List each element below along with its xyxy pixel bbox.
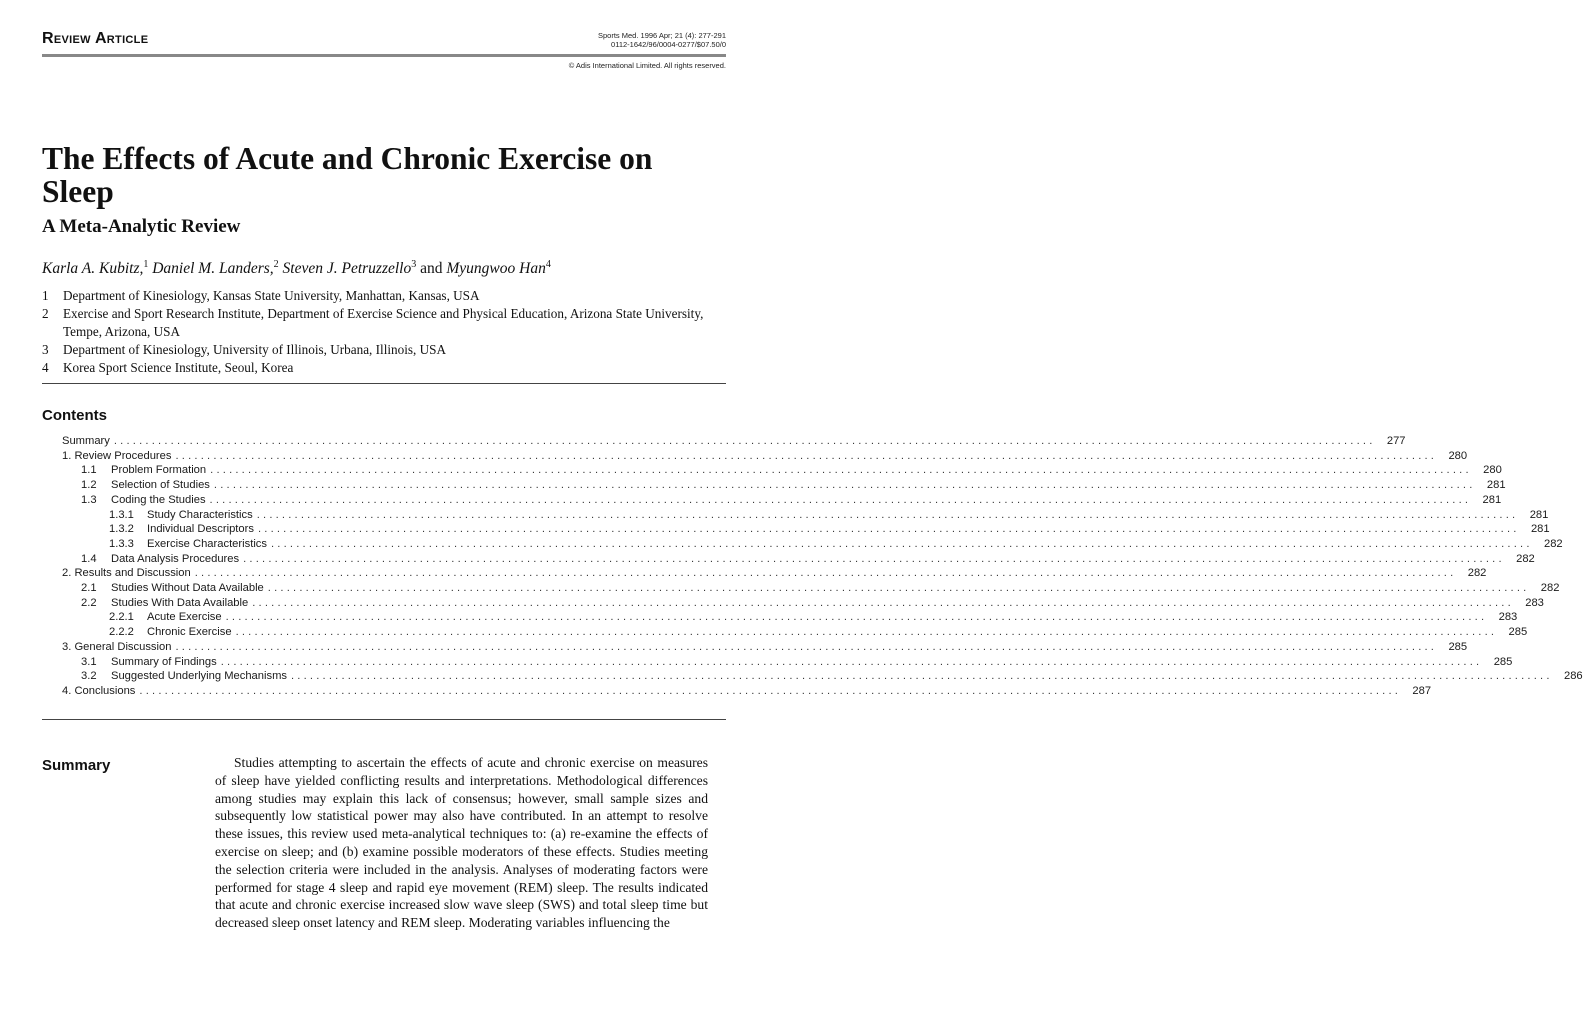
citation-line-2: 0112-1642/96/0004-0277/$07.50/0: [611, 40, 726, 49]
toc-leader-dots: ........................................................................................................................................................................................................: [256, 508, 1519, 521]
toc-entry-number: 1.1: [81, 464, 97, 477]
author-name: Steven J. Petruzzello: [282, 260, 412, 278]
affiliation-item: [42, 287, 732, 305]
toc-entry: [62, 655, 1513, 670]
affiliation-list: [42, 287, 732, 377]
article-subtitle: A Meta-Analytic Review: [42, 216, 241, 237]
toc-entry-number: 1.3.1: [109, 508, 134, 521]
toc-entry-label: Summary: [62, 435, 110, 447]
author-name: Daniel M. Landers,: [152, 260, 274, 278]
toc-entry-number: 1.3: [81, 493, 97, 506]
toc-entry: [62, 434, 1406, 449]
toc-leader-dots: ........................................................................................................................................................................................................: [243, 552, 1505, 565]
summary-heading: Summary: [42, 757, 111, 774]
toc-entry-number: 2.2.1: [109, 611, 134, 624]
affiliation-number: 1: [42, 288, 49, 303]
toc-leader-dots: ........................................................................................................................................................................................................: [252, 596, 1514, 609]
toc-entry-title: [62, 522, 258, 537]
toc-entry-page: 282: [1516, 552, 1535, 565]
toc-leader-dots: ........................................................................................................................................................................................................: [291, 670, 1553, 683]
divider: [42, 719, 726, 720]
toc-entry-title: [62, 625, 236, 640]
toc-leader-dots: ........................................................................................................................................................................................................: [271, 537, 1533, 550]
toc-entry-number: 2.1: [81, 582, 97, 595]
toc-entry-page: 282: [1540, 582, 1560, 595]
toc-entry-number: 1.3.2: [109, 523, 134, 536]
toc-entry-title: [62, 537, 271, 552]
toc-entry-number: 4.: [62, 684, 72, 697]
toc-entry-title: [62, 655, 221, 670]
toc-entry-label: Suggested Underlying Mechanisms: [111, 670, 287, 683]
toc-entry-title: [62, 581, 268, 596]
toc-leader-dots: ........................................................................................................................................................................................................: [175, 449, 1438, 462]
toc-entry-page: 281: [1529, 508, 1549, 521]
toc-entry-title: [62, 463, 210, 478]
author-affiliation-mark: 3: [411, 259, 417, 270]
toc-entry-title: [62, 684, 139, 699]
toc-entry-title: [62, 434, 114, 449]
toc-entry-number: 2.2: [81, 596, 97, 609]
affiliation-text: Department of Kinesiology, Kansas State University, Manhattan, Kansas, USA: [63, 288, 480, 303]
affiliation-item: [42, 305, 732, 341]
toc-entry-label: Acute Exercise: [147, 611, 222, 624]
toc-entry-title: [62, 508, 257, 523]
section-label: Review Article: [42, 30, 149, 47]
toc-entry-title: [62, 669, 291, 684]
toc-entry-label: Coding the Studies: [111, 493, 206, 506]
toc-entry-title: [62, 478, 214, 493]
toc-entry-label: Conclusions: [74, 684, 136, 697]
toc-entry-label: Exercise Characteristics: [147, 537, 267, 550]
toc-entry-label: Chronic Exercise: [147, 626, 232, 639]
author-name: Myungwoo Han: [446, 260, 546, 278]
toc-leader-dots: ........................................................................................................................................................................................................: [139, 684, 1402, 697]
toc-entry-title: [62, 552, 243, 567]
toc-entry-page: 281: [1530, 523, 1550, 536]
toc-entry-number: 3.2: [81, 670, 97, 683]
toc-entry-title: [62, 596, 252, 611]
toc-entry: [62, 478, 1506, 493]
header-rule: [42, 54, 726, 57]
toc-entry-page: 277: [1386, 435, 1406, 447]
affiliation-text: Department of Kinesiology, University of Illinois, Urbana, Illinois, USA: [63, 342, 446, 357]
toc-entry: [62, 625, 1528, 640]
toc-entry: [62, 640, 1468, 655]
toc-entry-number: 1.4: [81, 552, 97, 565]
toc-entry: [62, 581, 1560, 596]
toc-entry-page: 286: [1563, 670, 1583, 683]
affiliation-item: [42, 359, 732, 377]
toc-entry-label: Problem Formation: [111, 464, 207, 477]
toc-leader-dots: ........................................................................................................................................................................................................: [194, 567, 1457, 580]
author-list: [42, 259, 732, 278]
toc-entry-page: 285: [1448, 640, 1468, 653]
affiliation-item: [42, 341, 732, 359]
toc-entry-page: 283: [1525, 596, 1544, 609]
toc-leader-dots: ........................................................................................................................................................................................................: [220, 655, 1483, 668]
toc-entry-number: 2.: [62, 567, 72, 580]
toc-entry: [62, 449, 1468, 464]
author-affiliation-mark: 2: [273, 259, 279, 270]
toc-entry: [62, 537, 1563, 552]
toc-entry-number: 3.1: [81, 655, 97, 668]
affiliation-number: 3: [42, 342, 49, 357]
toc-entry-number: 1.: [62, 449, 72, 462]
toc-entry-number: 1.3.3: [109, 537, 134, 550]
toc-entry-page: 282: [1543, 537, 1563, 550]
toc-entry-label: Review Procedures: [74, 449, 172, 462]
toc-entry-page: 281: [1486, 479, 1506, 492]
toc-leader-dots: ........................................................................................................................................................................................................: [267, 582, 1530, 595]
toc-leader-dots: ........................................................................................................................................................................................................: [209, 493, 1472, 506]
toc-entry-page: 285: [1493, 655, 1513, 668]
toc-entry-title: [62, 640, 175, 655]
toc-entry-label: Data Analysis Procedures: [111, 552, 240, 565]
toc-entry-label: Results and Discussion: [74, 567, 191, 580]
toc-entry-page: 280: [1483, 464, 1502, 477]
toc-entry-title: [62, 566, 195, 581]
toc-leader-dots: ........................................................................................................................................................................................................: [225, 611, 1488, 624]
toc-entry-label: Studies Without Data Available: [111, 582, 264, 595]
author-affiliation-mark: 4: [545, 259, 551, 270]
toc-entry-number: 3.: [62, 640, 72, 653]
author-name: Karla A. Kubitz,: [42, 260, 144, 278]
toc-entry-page: 282: [1467, 567, 1487, 580]
table-of-contents: [62, 434, 1583, 699]
affiliation-number: 4: [42, 360, 49, 375]
toc-entry-number: 1.2: [81, 479, 97, 492]
summary-paragraph: Studies attempting to ascertain the effects of acute and chronic exercise on measures of sleep have yielded conflicting results and interpretations. Methodological differences among studies may explain this lack of consensus; however, small sample sizes and subsequently low statistical power may also have contributed. In an attempt to resolve these issues, this review used meta-analytical techniques to: (a) re-examine the effects of exercise on sleep; and (b) examine possible moderators of these effects. Studies meeting the selection criteria were included in the analysis. Analyses of moderating factors were performed for stage 4 sleep and rapid eye movement (REM) sleep. The results indicated that acute and chronic exercise increased slow wave sleep (SWS) and total sleep time but decreased sleep onset latency and REM sleep. Moderating variables influencing the: [215, 755, 708, 931]
toc-entry: [62, 463, 1502, 478]
toc-entry: [62, 596, 1544, 611]
toc-entry: [62, 610, 1518, 625]
toc-leader-dots: ........................................................................................................................................................................................................: [257, 523, 1520, 536]
toc-entry-label: Study Characteristics: [147, 508, 253, 521]
journal-citation: [466, 31, 726, 49]
author-affiliation-mark: 1: [143, 259, 149, 270]
toc-entry-label: Studies With Data Available: [111, 596, 249, 609]
toc-entry-title: [62, 493, 210, 508]
toc-entry: [62, 552, 1535, 567]
toc-entry-page: 281: [1482, 493, 1502, 506]
toc-entry: [62, 684, 1432, 699]
citation-line-1: Sports Med. 1996 Apr; 21 (4): 277-291: [598, 31, 726, 40]
affiliation-text: Korea Sport Science Institute, Seoul, Korea: [63, 360, 294, 375]
toc-entry-number: 2.2.2: [109, 626, 134, 639]
article-title: The Effects of Acute and Chronic Exercise on Sleep: [42, 141, 653, 209]
divider: [42, 383, 726, 384]
toc-entry-label: Selection of Studies: [111, 479, 210, 492]
toc-entry: [62, 508, 1549, 523]
author-conjunction: and: [420, 260, 443, 278]
toc-leader-dots: ........................................................................................................................................................................................................: [113, 435, 1376, 447]
toc-entry: [62, 522, 1550, 537]
toc-entry: [62, 669, 1583, 684]
toc-entry-label: Individual Descriptors: [147, 523, 254, 536]
affiliation-number: 2: [42, 306, 49, 321]
toc-entry: [62, 566, 1487, 581]
toc-leader-dots: ........................................................................................................................................................................................................: [213, 479, 1476, 492]
toc-entry-page: 285: [1508, 626, 1528, 639]
toc-entry-page: 280: [1448, 449, 1468, 462]
copyright-notice: © Adis International Limited. All rights reserved.: [568, 61, 726, 70]
toc-entry-title: [62, 449, 175, 464]
affiliation-text: Exercise and Sport Research Institute, Department of Exercise Science and Physical Education, Arizona State University, Tempe, Arizona, USA: [63, 306, 704, 339]
toc-leader-dots: ........................................................................................................................................................................................................: [210, 464, 1472, 477]
contents-heading: Contents: [42, 407, 107, 424]
toc-entry-page: 283: [1498, 611, 1518, 624]
toc-entry-title: [62, 610, 226, 625]
toc-leader-dots: ........................................................................................................................................................................................................: [175, 640, 1438, 653]
toc-entry-label: General Discussion: [74, 640, 172, 653]
toc-entry-page: 287: [1412, 684, 1432, 697]
toc-leader-dots: ........................................................................................................................................................................................................: [235, 626, 1498, 639]
toc-entry: [62, 493, 1502, 508]
toc-entry-label: Summary of Findings: [111, 655, 217, 668]
